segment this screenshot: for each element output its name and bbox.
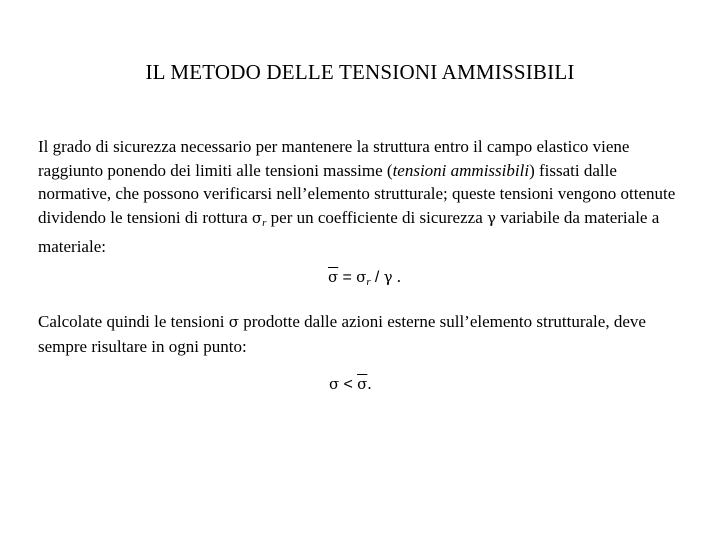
sigma-r-symbol: σ [251, 208, 263, 227]
gamma-symbol: γ [487, 208, 496, 227]
formula-allowable-stress [328, 265, 401, 294]
paragraph-check-text-2: prodotte dalle azioni esterne sull’elemento strutturale, deve sempre risultare in ogni punto: [38, 312, 646, 356]
paragraph-check-sigma: σ [228, 313, 239, 331]
paragraph-check-text-1: Calcolate quindi le tensioni [38, 312, 229, 331]
paragraph-intro-italic-term: tensioni ammissibili [392, 160, 530, 180]
page-title: IL METODO DELLE TENSIONI AMMISSIBILI [145, 60, 575, 84]
formula-1-end: . [396, 267, 402, 286]
formula-1-sigma-bar: $\overline{\sigma}$ [328, 268, 339, 286]
paragraph-intro-text-2: ) fissati dalle normative, che possono verificarsi nell’elemento strutturale; queste tensioni vengono ottenute dividendo le tensioni di rottura [38, 160, 676, 227]
paragraph-check [38, 310, 688, 358]
formula-verification [329, 372, 372, 396]
formula-1-gamma: γ [383, 268, 393, 286]
formula-1-subscript: r [366, 276, 371, 288]
paragraph-intro [38, 135, 688, 259]
paragraph-intro-text-1: Il grado di sicurezza necessario per mantenere la struttura entro il campo elastico viene raggiunto ponendo dei limiti alle tensioni massime ( [38, 137, 630, 180]
sigma-r-subscript: r [262, 216, 267, 229]
paragraph-intro-text-3: per un coefficiente di sicurezza [266, 207, 487, 227]
formula-2-sigma-bar: $\overline{\sigma}$ [357, 375, 368, 393]
formula-1-slash: / [374, 269, 380, 286]
formula-1-sigma: σ [356, 268, 367, 286]
formula-2-end: . [367, 374, 372, 393]
formula-1-equals: = [342, 269, 352, 286]
formula-2-sigma: σ [329, 375, 340, 393]
paragraph-intro-text-4: variabile da materiale a materiale: [38, 207, 660, 256]
formula-2-less-than: < [343, 376, 353, 393]
